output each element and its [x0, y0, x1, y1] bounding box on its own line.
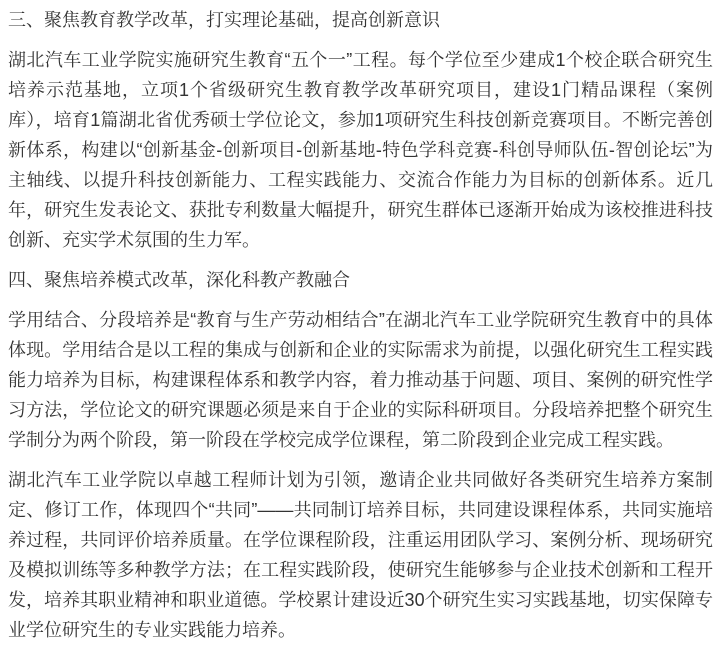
section-heading-3: 三、聚焦教育教学改革，打实理论基础，提高创新意识 — [8, 10, 440, 30]
section-heading-4: 四、聚焦培养模式改革，深化科教产教融合 — [8, 270, 350, 290]
paragraph: 湖北汽车工业学院以卓越工程师计划为引领，邀请企业共同做好各类研究生培养方案制定、修订工作，体现四个“共同”——共同制订培养目标，共同建设课程体系，共同实施培养过程，共同评价培养质量。在学位课程阶段，注重运用团队学习、案例分析、现场研究及模拟训练等多种教学方法；在工程实践阶段，使研究生能够参与企业技术创新和工程开发，培养其职业精神和职业道德。学校累计建设近30个研究生实习实践基地，切实保障专业学位研究生的专业实践能力培养。 — [8, 470, 713, 640]
paragraph: 学用结合、分段培养是“教育与生产劳动相结合”在湖北汽车工业学院研究生教育中的具体体现。学用结合是以工程的集成与创新和企业的实际需求为前提，以强化研究生工程实践能力培养为目标，构建课程体系和教学内容，着力推动基于问题、项目、案例的研究性学习方法，学位论文的研究课题必须是来自于企业的实际科研项目。分段培养把整个研究生学制分为两个阶段，第一阶段在学校完成学位课程，第二阶段到企业完成工程实践。 — [8, 310, 713, 450]
paragraph: 湖北汽车工业学院实施研究生教育“五个一”工程。每个学位至少建成1个校企联合研究生培养示范基地，立项1个省级研究生教育教学改革研究项目，建设1门精品课程（案例库），培育1篇湖北省优秀硕士学位论文，参加1项研究生科技创新竞赛项目。不断完善创新体系，构建以“创新基金-创新项目-创新基地-特色学科竞赛-科创导师队伍-智创论坛”为主轴线、以提升科技创新能力、工程实践能力、交流合作能力为目标的创新体系。近几年，研究生发表论文、获批专利数量大幅提升，研究生群体已逐渐开始成为该校推进科技创新、充实学术氛围的生力军。 — [8, 50, 713, 250]
